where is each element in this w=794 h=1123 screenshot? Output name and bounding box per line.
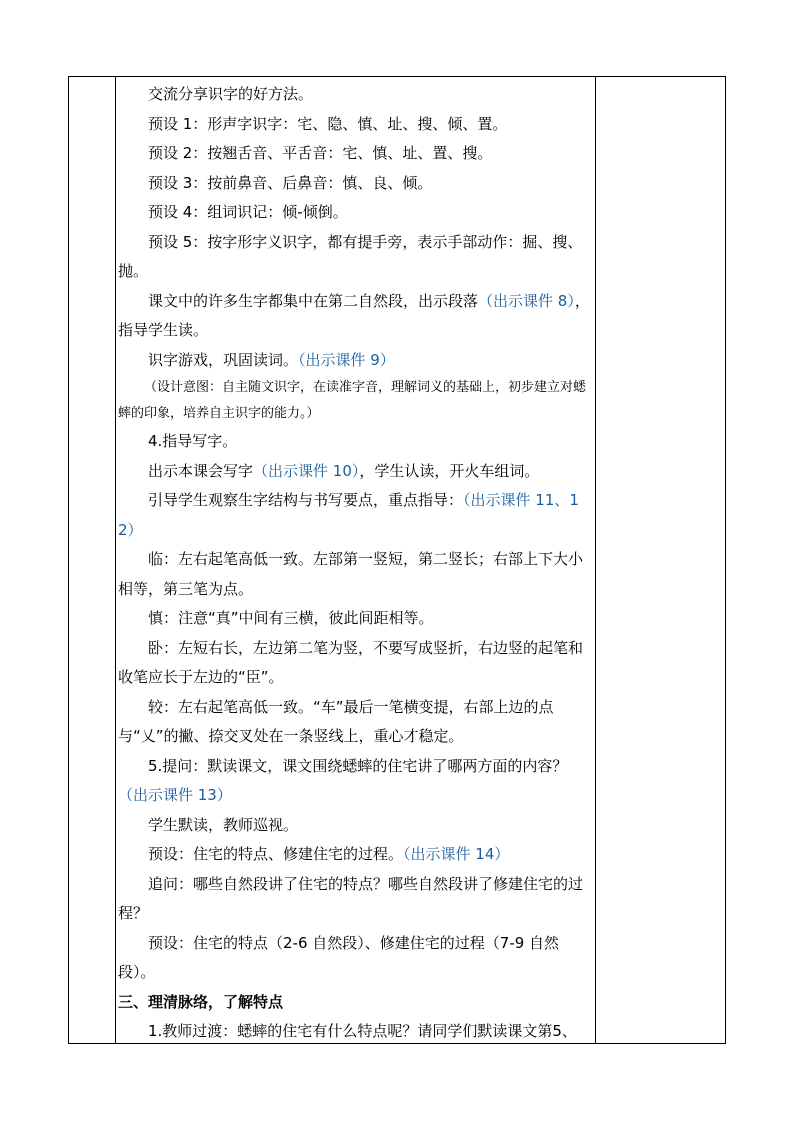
text-segment: 预设 3：按前鼻音、后鼻音：慎、良、倾。 xyxy=(148,173,433,192)
paragraph xyxy=(118,110,592,140)
text-segment: 1.教师过渡：蟋蟀的住宅有什么特点呢？请同学们默读课文第5、 xyxy=(148,1022,577,1040)
paragraph xyxy=(118,840,592,870)
paragraph xyxy=(118,752,592,811)
text-segment: 识字游戏，巩固读词。 xyxy=(148,350,299,369)
text-segment: 4.指导写字。 xyxy=(148,432,238,450)
text-segment: （设计意图：自主随文识字，在读准字音，理解词义的基础上，初步建立对蟋蟀的印象，培养自主识字的能力。） xyxy=(118,380,587,421)
text-segment: 预设 4：组词识记：倾-倾倒。 xyxy=(148,203,348,221)
paragraph xyxy=(118,486,592,545)
paragraph xyxy=(118,198,592,228)
text-segment: ，学生认读，开火车组词。 xyxy=(359,461,540,480)
text-segment: 5.提问：默读课文，课文围绕蟋蟀的住宅讲了哪两方面的内容？ xyxy=(148,756,568,775)
text-segment: 预设 2：按翘舌音、平舌音：宅、慎、址、置、搜。 xyxy=(148,144,493,162)
courseware-ref: （出示课件 14） xyxy=(403,845,510,863)
text-segment: ，指导学生读。 xyxy=(118,291,590,339)
courseware-ref: （出示课件 8） xyxy=(478,291,575,310)
paragraph xyxy=(118,545,592,604)
text-segment: 预设 1：形声字识字：宅、隐、慎、址、搜、倾、置。 xyxy=(148,114,508,133)
paragraph xyxy=(118,346,592,376)
text-segment: 学生默读，教师巡视。 xyxy=(148,815,299,834)
courseware-ref: （出示课件 11、12） xyxy=(118,491,579,539)
paragraph xyxy=(118,287,592,346)
text-segment: 交流分享识字的好方法。 xyxy=(148,85,314,103)
text-segment: 追问：哪些自然段讲了住宅的特点？哪些自然段讲了修建住宅的过程？ xyxy=(118,874,584,922)
text-segment: 预设 5：按字形字义识字，都有提手旁，表示手部动作：掘、搜、抛。 xyxy=(118,232,583,280)
text-segment: 临：左右起笔高低一致。左部第一竖短，第二竖长；右部上下大小相等，第三笔为点。 xyxy=(118,550,584,598)
column-divider-right xyxy=(595,77,596,1043)
paragraph xyxy=(118,427,592,457)
paragraph xyxy=(118,929,592,988)
courseware-ref: （出示课件 13） xyxy=(118,786,232,804)
text-segment: 出示本课会写字 xyxy=(148,461,254,480)
text-segment: 引导学生观察生字结构与书写要点，重点指导： xyxy=(148,491,464,509)
text-segment: 预设：住宅的特点（2-6 自然段）、修建住宅的过程（7-9 自然段）。 xyxy=(118,933,560,981)
paragraph xyxy=(118,870,592,929)
text-segment: 卧：左短右长，左边第二笔为竖，不要写成竖折，右边竖的起笔和收笔应长于左边的“臣”。 xyxy=(118,638,584,686)
text-segment: 较：左右起笔高低一致。“车”最后一笔横变提，右部上边的点与“乂”的撇、捺交叉处在一条竖线上，重心才稳定。 xyxy=(118,697,554,745)
paragraph xyxy=(118,169,592,199)
text-segment: 预设：住宅的特点、修建住宅的过程。 xyxy=(148,845,404,863)
paragraph xyxy=(118,604,592,634)
paragraph xyxy=(118,811,592,841)
lesson-content xyxy=(118,80,592,1040)
text-segment: 三、理清脉络，了解特点 xyxy=(118,992,284,1011)
paragraph xyxy=(118,1017,592,1040)
text-segment: 慎：注意“真”中间有三横，彼此间距相等。 xyxy=(148,609,434,627)
courseware-ref: （出示课件 9） xyxy=(298,350,395,369)
column-divider-left xyxy=(115,77,116,1043)
paragraph xyxy=(118,80,592,110)
text-segment: 课文中的许多生字都集中在第二自然段，出示段落 xyxy=(148,291,479,310)
design-note xyxy=(118,375,592,427)
paragraph xyxy=(118,228,592,287)
paragraph xyxy=(118,457,592,487)
paragraph xyxy=(118,139,592,169)
paragraph xyxy=(118,693,592,752)
paragraph xyxy=(118,634,592,693)
section-heading xyxy=(118,988,592,1018)
courseware-ref: （出示课件 10） xyxy=(253,461,360,480)
